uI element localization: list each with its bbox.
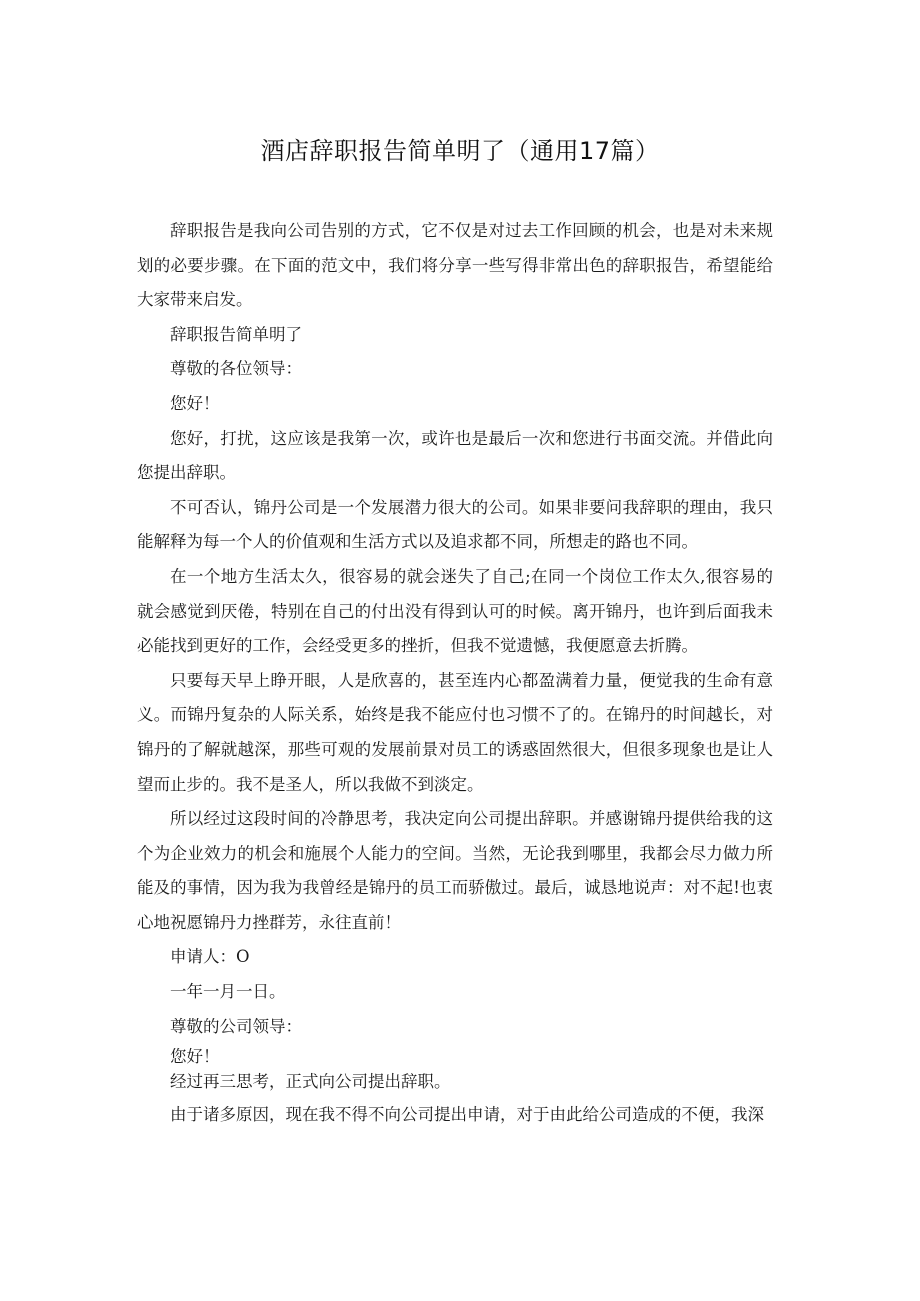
- paragraph-body-2: 经过再三思考，正式向公司提出辞职。: [170, 1072, 451, 1092]
- paragraph-heading: 辞职报告简单明了: [170, 324, 302, 344]
- paragraph-body-3: 由于诸多原因，现在我不得不向公司提出申请，对于由此给公司造成的不便，我深: [170, 1105, 764, 1125]
- document-body: [137, 214, 773, 1133]
- document-title: 酒店辞职报告简单明了（通用17篇）: [260, 137, 660, 165]
- paragraph-body: 在一个地方生活太久，很容易的就会迷失了自己;在同一个岗位工作太久,很容易的就会感觉到厌倦，特别在自己的付出没有得到认可的时候。离开锦丹，也许到后面我未必能找到更好的工作，会经受更多的挫折，但我不觉遗憾，我便愿意去折腾。: [137, 566, 773, 656]
- paragraph-applicant: 申请人：O: [170, 947, 250, 967]
- paragraph-salutation-2: 尊敬的公司领导：: [170, 1016, 302, 1036]
- paragraph-greeting-2: 您好！: [170, 1047, 220, 1067]
- paragraph-body: 所以经过这段时间的冷静思考，我决定向公司提出辞职。并感谢锦丹提供给我的这个为企业效力的机会和施展个人能力的空间。当然，无论我到哪里，我都会尽力做力所能及的事情，因为我为我曾经是锦丹的员工而骄傲过。最后，诚恳地说声：对不起!也衷心地祝愿锦丹力挫群芳，永往直前！: [137, 809, 773, 932]
- paragraph-salutation: 尊敬的各位领导：: [170, 359, 302, 379]
- paragraph-date: 一年一月一日。: [170, 982, 286, 1002]
- paragraph-body: 您好，打扰，这应该是我第一次，或许也是最后一次和您进行书面交流。并借此向您提出辞职。: [137, 428, 773, 483]
- paragraph-body: 只要每天早上睁开眼，人是欣喜的，甚至连内心都盈满着力量，便觉我的生命有意义。而锦丹复杂的人际关系，始终是我不能应付也习惯不了的。在锦丹的时间越长，对锦丹的了解就越深，那些可观的发展前景对员工的诱惑固然很大，但很多现象也是让人望而止步的。我不是圣人，所以我做不到淡定。: [137, 670, 773, 794]
- paragraph-intro: 辞职报告是我向公司告别的方式，它不仅是对过去工作回顾的机会，也是对未来规划的必要步骤。在下面的范文中，我们将分享一些写得非常出色的辞职报告，希望能给大家带来启发。: [137, 221, 773, 310]
- paragraph-body: 不可否认，锦丹公司是一个发展潜力很大的公司。如果非要问我辞职的理由，我只能解释为每一个人的价值观和生活方式以及追求都不同，所想走的路也不同。: [137, 497, 773, 552]
- paragraph-greeting: 您好！: [170, 393, 220, 413]
